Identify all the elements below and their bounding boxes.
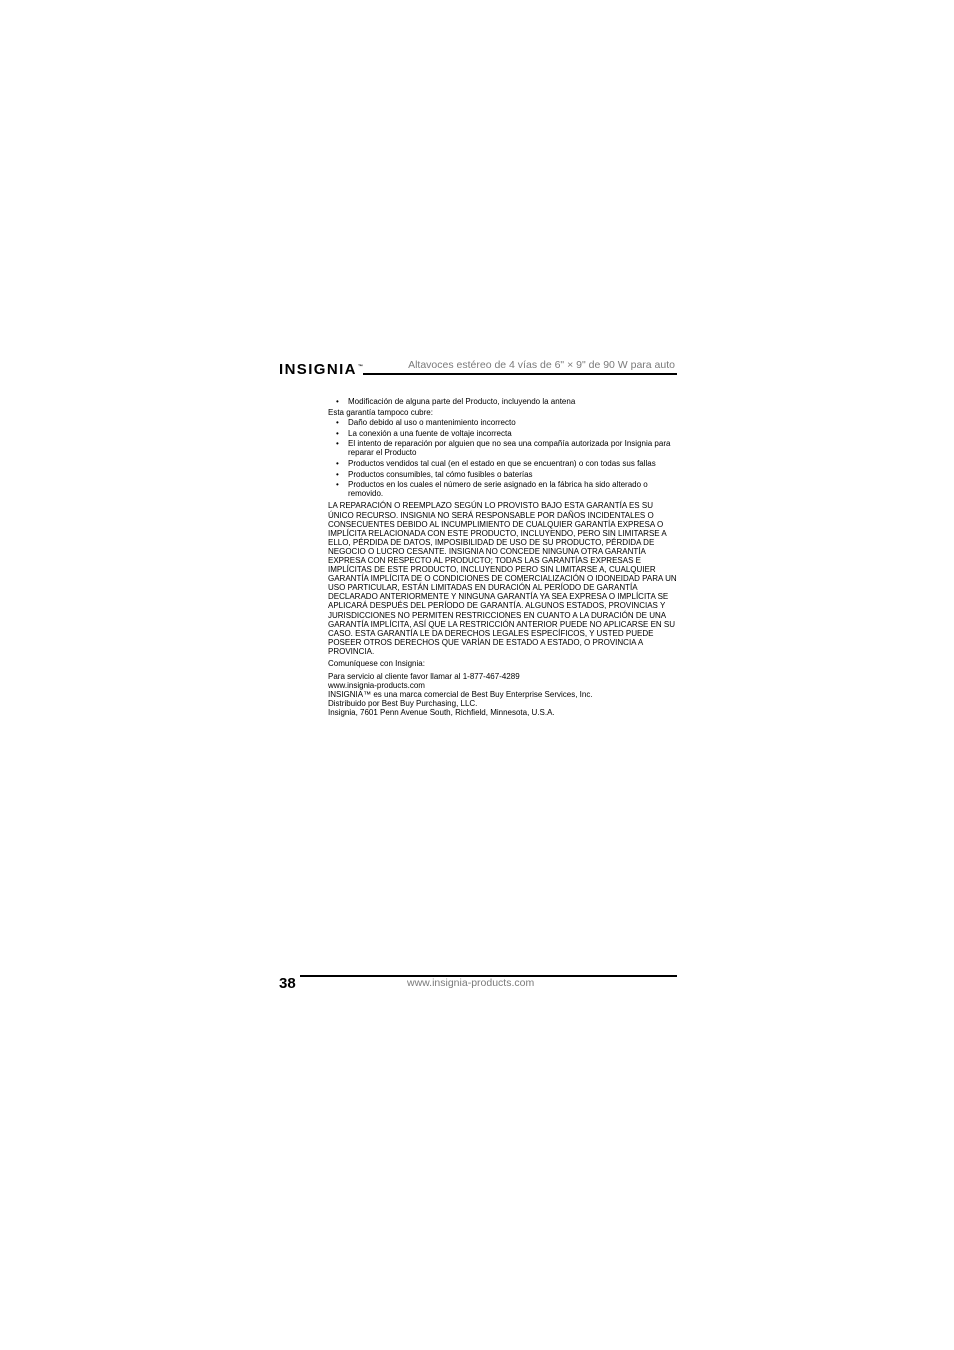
exclusions-list-1: [328, 397, 678, 406]
page-content: [328, 397, 678, 717]
list-item: [328, 459, 678, 468]
header-rule: [363, 373, 677, 375]
legal-disclaimer: LA REPARACIÓN O REEMPLAZO SEGÚN LO PROVISTO BAJO ESTA GARANTÍA ES SU ÚNICO RECURSO. INSIGNIA NO SERÁ RESPONSABLE POR DAÑOS INCIDENTALES O CONSECUENTES DEBIDO AL INCUMPLIMIENTO DE CUALQUIER GARANTÍA EXPRESA O IMPLÍCITA RELACIONADA CON ESTE PRODUCTO, INCLUYENDO, PERO SIN LIMITARSE A ELLO, PÉRDIDA DE DATOS, IMPOSIBILIDAD DE USO DE SU PRODUCTO, PÉRDIDA DE NEGOCIO O LUCRO CESANTE. INSIGNIA NO CONCEDE NINGUNA OTRA GARANTÍA EXPRESA CON RESPECTO AL PRODUCTO; TODAS LAS GARANTÍAS EXPRESAS E IMPLÍCITAS DE ESTE PRODUCTO, INCLUYENDO PERO SIN LIMITARSE A, CUALQUIER GARANTÍA IMPLÍCITA DE O CONDICIONES DE COMERCIALIZACIÓN O IDONEIDAD PARA UN USO PARTICULAR, ESTÁN LIMITADAS EN DURACIÓN AL PERÍODO DE GARANTÍA DECLARADO ANTERIORMENTE Y NINGUNA GARANTÍA YA SEA EXPRESA O IMPLÍCITA SE APLICARÁ DESPUÉS DEL PERÍODO DE GARANTÍA. ALGUNOS ESTADOS, PROVINCIAS Y JURISDICCIONES NO PERMITEN RESTRICCIONES EN CUANTO A LA DURACIÓN DE UNA GARANTÍA IMPLÍCITA, ASÍ QUE LA RESTRICCIÓN ANTERIOR PUEDE NO APLICARSE EN SU CASO. ESTA GARANTÍA LE DA DERECHOS LEGALES ESPECÍFICOS, Y USTED PUEDE POSEER OTROS DERECHOS QUE VARÍAN DE ESTADO A ESTADO, O PROVINCIA A PROVINCIA.: [328, 501, 677, 656]
logo-text: INSIGNIA: [279, 361, 357, 378]
list-item-text: Daño debido al uso o mantenimiento incorrecto: [348, 418, 516, 428]
bullet: •: [336, 439, 339, 449]
page-footer: [279, 970, 677, 1000]
page-header: [279, 355, 677, 379]
trademark-notice: INSIGNIA™ es una marca comercial de Best Buy Enterprise Services, Inc.: [328, 689, 593, 699]
bullet: •: [336, 418, 339, 428]
list-item-text: Productos consumibles, tal cómo fusibles o baterías: [348, 469, 533, 479]
contact-block: [328, 672, 678, 717]
footer-url-link[interactable]: www.insignia-products.com: [407, 977, 535, 989]
bullet: •: [336, 428, 339, 438]
insignia-logo: [279, 361, 363, 378]
contact-phone: Para servicio al cliente favor llamar al 1-877-467-4289: [328, 671, 520, 681]
list-item-text: Productos vendidos tal cual (en el estado en que se encuentran) o con todas sus fallas: [348, 459, 656, 469]
list-item: [328, 480, 678, 498]
list-item: [328, 397, 678, 406]
page-number: 38: [279, 975, 296, 992]
bullet: •: [336, 397, 339, 406]
contact-heading: Comuníquese con Insignia:: [328, 659, 425, 669]
also-not-covered-label: Esta garantía tampoco cubre:: [328, 407, 433, 417]
distributor-line: Distribuido por Best Buy Purchasing, LLC.: [328, 698, 478, 708]
list-item: [328, 470, 678, 479]
contact-website-link[interactable]: www.insignia-products.com: [328, 680, 425, 690]
list-item: [328, 439, 678, 457]
list-item-text: El intento de reparación por alguien que no sea una compañía autorizada por Insignia para reparar el Producto: [348, 439, 671, 458]
address-line: Insignia, 7601 Penn Avenue South, Richfield, Minnesota, U.S.A.: [328, 708, 555, 717]
list-item-text: Productos en los cuales el número de serie asignado en la fábrica ha sido alterado o removido.: [348, 480, 648, 499]
bullet: •: [336, 459, 339, 469]
list-item-text: La conexión a una fuente de voltaje incorrecta: [348, 428, 512, 438]
bullet: •: [336, 469, 339, 479]
exclusions-list-2: [328, 418, 678, 498]
list-item-text: Modificación de alguna parte del Producto, incluyendo la antena: [348, 397, 576, 406]
bullet: •: [336, 480, 339, 490]
header-title: Altavoces estéreo de 4 vías de 6" × 9" de 90 W para auto: [408, 359, 675, 371]
list-item: [328, 429, 678, 438]
list-item: [328, 418, 678, 427]
logo-trademark: ™: [357, 364, 363, 370]
